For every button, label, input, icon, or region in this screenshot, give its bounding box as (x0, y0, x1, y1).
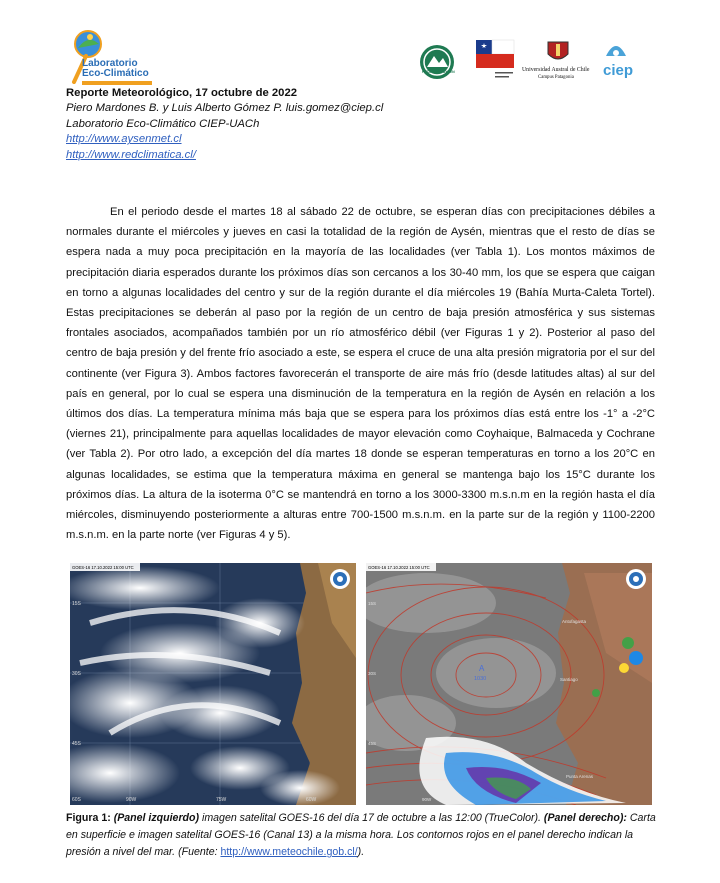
left-lon-label-2: 75W (216, 797, 227, 803)
truecolor-satellite-panel (70, 563, 356, 805)
ciep-logo-icon (602, 42, 630, 64)
high-pressure-label: A (479, 664, 485, 673)
patagonia-aysen-logo (418, 43, 456, 81)
patagonia-logo-text: PATAGONIA AYSEN (422, 70, 455, 74)
left-lat-label-1: 15S (72, 601, 81, 607)
aysenmet-link[interactable]: http://www.aysenmet.cl (66, 133, 182, 146)
logo-line-1: Laboratorio (82, 58, 138, 69)
left-lat-label-4: 60S (72, 797, 81, 803)
report-header (66, 86, 383, 163)
right-lat-label-1: 15S (368, 601, 377, 606)
truecolor-satellite-image (70, 563, 356, 805)
place-punta-arenas: Punta Arenas (566, 774, 594, 779)
left-lat-label-2: 30S (72, 671, 81, 677)
meteochile-link[interactable]: http://www.meteochile.gob.cl/ (220, 846, 358, 858)
report-authors: Piero Mardones B. y Luis Alberto Gómez P. luis.gomez@ciep.cl (66, 102, 384, 115)
left-timestamp: GOES-16 17.10.2022 15:00 UTC (72, 565, 134, 570)
place-antofagasta: Antofagasta (562, 619, 587, 624)
forecast-paragraph: En el periodo desde el martes 18 al sábado 22 de octubre, se esperan días con precipitaciones débiles a normales durante el miércoles y jueves en casi la totalidad de la región de Aysén, mientras que el resto de días se espera nada a muy poca precipitación en la mayoría de las localidades (ver Tabla 1). Los montos máximos de precipitación diaria esperados durante los próximos días son cercanos a los 30-40 mm, los que se espera que caigan en torno a algunas localidades del centro y sur de la región durante el día miércoles 19 (Bahía Murta-Caleta Tortel). Estas precipitaciones se deberán al paso por la región de un centro de baja presión atmosférica y sus sistemas frontales asociados, acompañados también por un río atmosférico débil (ver Figuras 1 y 2). Posterior al paso del centro de baja presión y del frente frío asociado a este, se espera el cruce de una alta presión migratoria por el sur del continente (ver Figura 3). Ambos factores favorecerán el transporte de aire más frío (desde latitudes altas) al sur del país en general, por lo cual se espera una disminución de la temperatura en la región de Aysén en relación a los últimos dos días. La temperatura mínima más baja que se espera para los próximos días está entre los -1° a -2°C (viernes 21), principalmente para aquellas localidades de mayor elevación como Coyhaique, Balmaceda y Cochrane (ver Tabla 2). Por otro lado, a excepción del día martes 18 donde se esperan temperaturas en torno a los 20°C en algunas localidades, se estima que la temperatura máxima en general se mantenga bajo los 15°C durante los próximos días. La altura de la isoterma 0°C se mantendrá en torno a los 3000-3300 m.s.n.m en la región hasta el día miércoles, disminuyendo posteriormente a alturas entre 700-1500 m.s.n.m. en la parte sur de la región y 1100-2200 m.s.n.m. en la parte norte (ver Figuras 4 y 5). (66, 206, 655, 542)
caption-left-text: imagen satelital GOES-16 del día 17 de octubre a las 12:00 (TrueColor). (199, 812, 544, 824)
right-lat-label-3: 45S (368, 741, 377, 746)
caption-right-text: Carta en superficie e imagen satelital GOES-16 (Canal 13) a la misma hora. Los contornos rojos en el panel derecho indican la presión a nivel del mar. (Fuente: (66, 812, 656, 858)
gobierno-chile-logo (474, 38, 516, 84)
logo-underline (82, 81, 152, 85)
report-lab: Laboratorio Eco-Climático CIEP-UACh (66, 117, 260, 130)
left-lon-label-1: 90W (126, 797, 137, 803)
report-title: Reporte Meteorológico, 17 octubre de 2022 (66, 87, 298, 99)
figure-caption (66, 810, 660, 861)
left-lon-label-3: 60W (306, 797, 317, 803)
surface-chart-image (366, 563, 652, 805)
right-timestamp: GOES-16 17.10.2022 15:00 UTC (368, 565, 430, 570)
place-santiago: Santiago (560, 677, 578, 682)
surface-chart-panel (366, 563, 652, 805)
right-lat-label-2: 30S (368, 671, 377, 676)
logo-line-2: Eco-Climático (82, 68, 149, 79)
high-pressure-value: 1030 (474, 676, 487, 682)
uach-crest-icon (545, 40, 571, 64)
caption-right-label: (Panel derecho): (543, 812, 627, 824)
caption-end: ). (357, 846, 365, 858)
logo-text (82, 59, 152, 85)
ciep-logo-text: ciep (603, 62, 634, 79)
redclimatica-link[interactable]: http://www.redclimatica.cl/ (66, 148, 196, 161)
right-lon-label-1: 90W (422, 797, 432, 802)
uach-name: Universidad Austral de Chile (522, 67, 590, 73)
left-lat-label-3: 45S (72, 741, 81, 747)
caption-left-label: (Panel izquierdo) (113, 812, 200, 824)
uach-campus: Campus Patagonia (538, 75, 574, 80)
caption-fig-label: Figura 1: (66, 812, 111, 824)
